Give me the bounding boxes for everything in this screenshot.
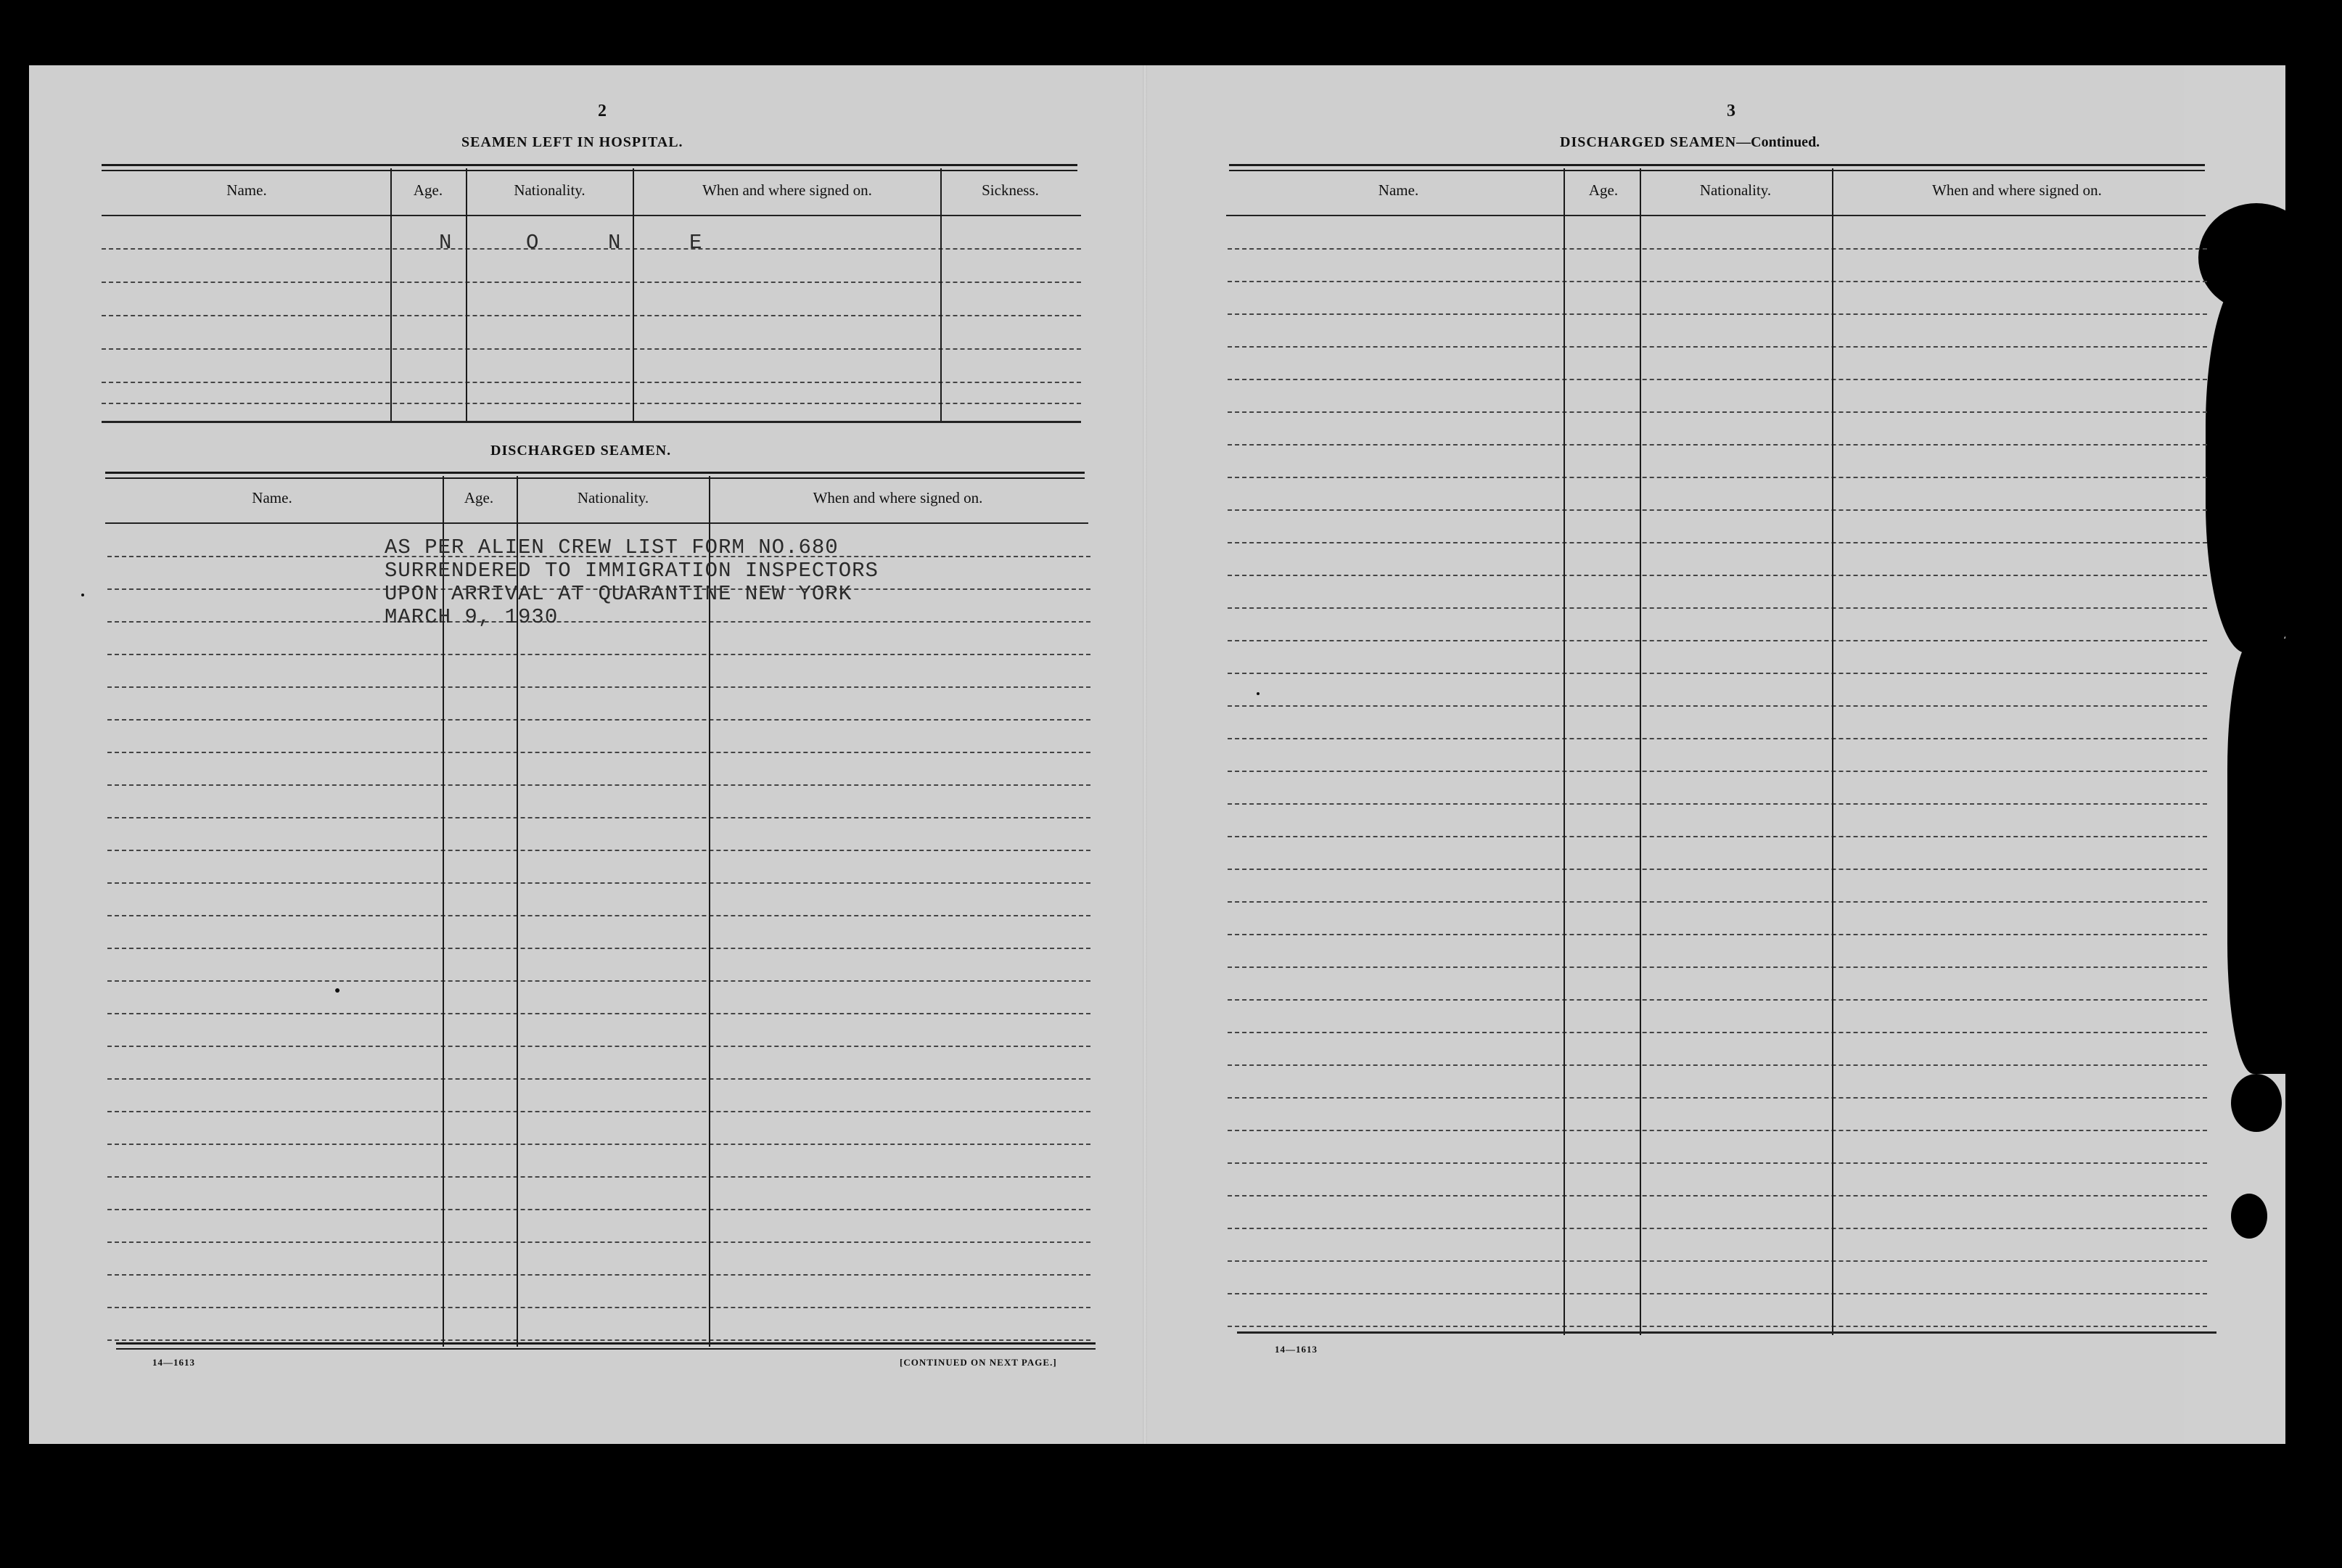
none-letter: O [526, 231, 540, 255]
col-header-name: Name. [252, 489, 292, 506]
row-line [1228, 542, 2207, 543]
col-header-name: Name. [1378, 181, 1419, 199]
document-sheet [29, 65, 2293, 1444]
row-line [107, 1241, 1090, 1243]
row-line [107, 752, 1090, 753]
page-number-left: 2 [598, 102, 607, 120]
col-divider [940, 168, 942, 421]
row-line [107, 850, 1090, 851]
row-line [107, 784, 1090, 786]
row-line [102, 382, 1081, 383]
row-line [1228, 281, 2207, 282]
right-top-rule [1229, 164, 2205, 171]
typed-note-line: SURRENDERED TO IMMIGRATION INSPECTORS [385, 559, 879, 583]
discharged-continued-title [1560, 134, 1820, 151]
ink-speck [1257, 692, 1260, 695]
row-line [107, 882, 1090, 884]
row-line [1228, 1195, 2207, 1196]
col-divider [709, 476, 710, 1347]
row-line [107, 1013, 1090, 1014]
row-line [107, 1176, 1090, 1178]
row-line [102, 248, 1081, 250]
row-line [1228, 640, 2207, 641]
row-line [1228, 738, 2207, 739]
row-line [102, 282, 1081, 283]
row-line [1228, 607, 2207, 609]
row-line [1228, 673, 2207, 674]
row-line [1228, 1032, 2207, 1033]
row-line [1228, 999, 2207, 1001]
row-line [1228, 1326, 2207, 1327]
form-number-left: 14—1613 [152, 1357, 195, 1368]
col-header-nationality: Nationality. [1699, 181, 1772, 199]
row-line [107, 1209, 1090, 1210]
col-header-when-where: When and where signed on. [1932, 181, 2102, 199]
row-line [107, 1111, 1090, 1112]
row-line [1228, 346, 2207, 348]
row-line [1228, 1064, 2207, 1066]
col-header-when-where: When and where signed on. [813, 489, 983, 506]
discharged-bottom-rule [116, 1342, 1096, 1350]
row-line [1228, 869, 2207, 870]
row-line [107, 915, 1090, 916]
row-line [1228, 379, 2207, 380]
row-line [1228, 771, 2207, 772]
row-line [1228, 934, 2207, 935]
col-header-when-where: When and where signed on. [702, 181, 872, 199]
typed-note-line: AS PER ALIEN CREW LIST FORM NO.680 [385, 535, 839, 559]
row-line [1228, 1260, 2207, 1262]
row-line [107, 621, 1090, 623]
ink-speck [81, 594, 84, 596]
col-divider [466, 168, 467, 421]
row-line [107, 719, 1090, 721]
col-divider [390, 168, 392, 421]
row-line [107, 686, 1090, 688]
row-line [107, 654, 1090, 655]
col-divider [1832, 168, 1833, 1335]
row-line [1228, 1097, 2207, 1099]
row-line [1228, 444, 2207, 446]
none-letter: E [689, 231, 703, 255]
col-divider [1564, 168, 1565, 1335]
header-rule [1226, 215, 2206, 216]
row-line [1228, 705, 2207, 707]
title-continued: —Continued. [1736, 134, 1820, 150]
page-number-right: 3 [1727, 102, 1735, 120]
row-line [1228, 901, 2207, 903]
row-line [1228, 313, 2207, 315]
row-line [107, 1274, 1090, 1276]
row-line [1228, 966, 2207, 968]
row-line [1228, 1130, 2207, 1131]
edge-damage [2231, 1074, 2282, 1132]
row-line [1228, 1293, 2207, 1294]
row-line [102, 315, 1081, 316]
ink-speck [335, 988, 340, 993]
col-header-age: Age. [464, 489, 494, 506]
col-header-nationality: Nationality. [577, 489, 649, 506]
row-line [107, 948, 1090, 949]
row-line [102, 348, 1081, 350]
discharged-section-title: DISCHARGED SEAMEN. [490, 443, 672, 459]
form-number-right: 14—1613 [1275, 1344, 1318, 1355]
col-header-name: Name. [226, 181, 267, 199]
row-line [102, 403, 1081, 404]
header-rule [105, 522, 1088, 524]
row-line [1228, 1228, 2207, 1229]
col-divider [1640, 168, 1641, 1335]
header-rule [102, 215, 1081, 216]
edge-damage [2285, 65, 2329, 1444]
discharged-top-rule [105, 472, 1085, 479]
col-header-age: Age. [1588, 181, 1619, 199]
none-letter: N [608, 231, 622, 255]
row-line [107, 1078, 1090, 1080]
col-header-nationality: Nationality. [514, 181, 586, 199]
col-header-sickness: Sickness. [982, 181, 1039, 199]
typed-note-line: UPON ARRIVAL AT QUARANTINE NEW YORK [385, 582, 852, 606]
row-line [107, 1046, 1090, 1047]
row-line [1228, 836, 2207, 837]
row-line [1228, 248, 2207, 250]
continued-note: [CONTINUED ON NEXT PAGE.] [900, 1357, 1057, 1368]
hospital-section-title: SEAMEN LEFT IN HOSPITAL. [461, 134, 683, 150]
row-line [1228, 1162, 2207, 1164]
row-line [1228, 411, 2207, 413]
title-main: DISCHARGED SEAMEN [1560, 134, 1737, 150]
none-letter: N [439, 231, 453, 255]
row-line [1228, 575, 2207, 576]
right-bottom-rule [1237, 1331, 2216, 1334]
hospital-bottom-rule [102, 421, 1081, 423]
typed-note-line: MARCH 9, 1930 [385, 605, 559, 629]
row-line [107, 980, 1090, 982]
row-line [1228, 477, 2207, 478]
row-line [107, 817, 1090, 818]
row-line [107, 1307, 1090, 1308]
row-line [1228, 509, 2207, 511]
row-line [107, 1144, 1090, 1145]
col-header-age: Age. [413, 181, 443, 199]
col-divider [633, 168, 634, 421]
page-fold [1143, 65, 1147, 1444]
hospital-top-rule [102, 164, 1077, 171]
row-line [107, 1339, 1090, 1341]
row-line [1228, 803, 2207, 805]
edge-damage [2231, 1194, 2267, 1239]
